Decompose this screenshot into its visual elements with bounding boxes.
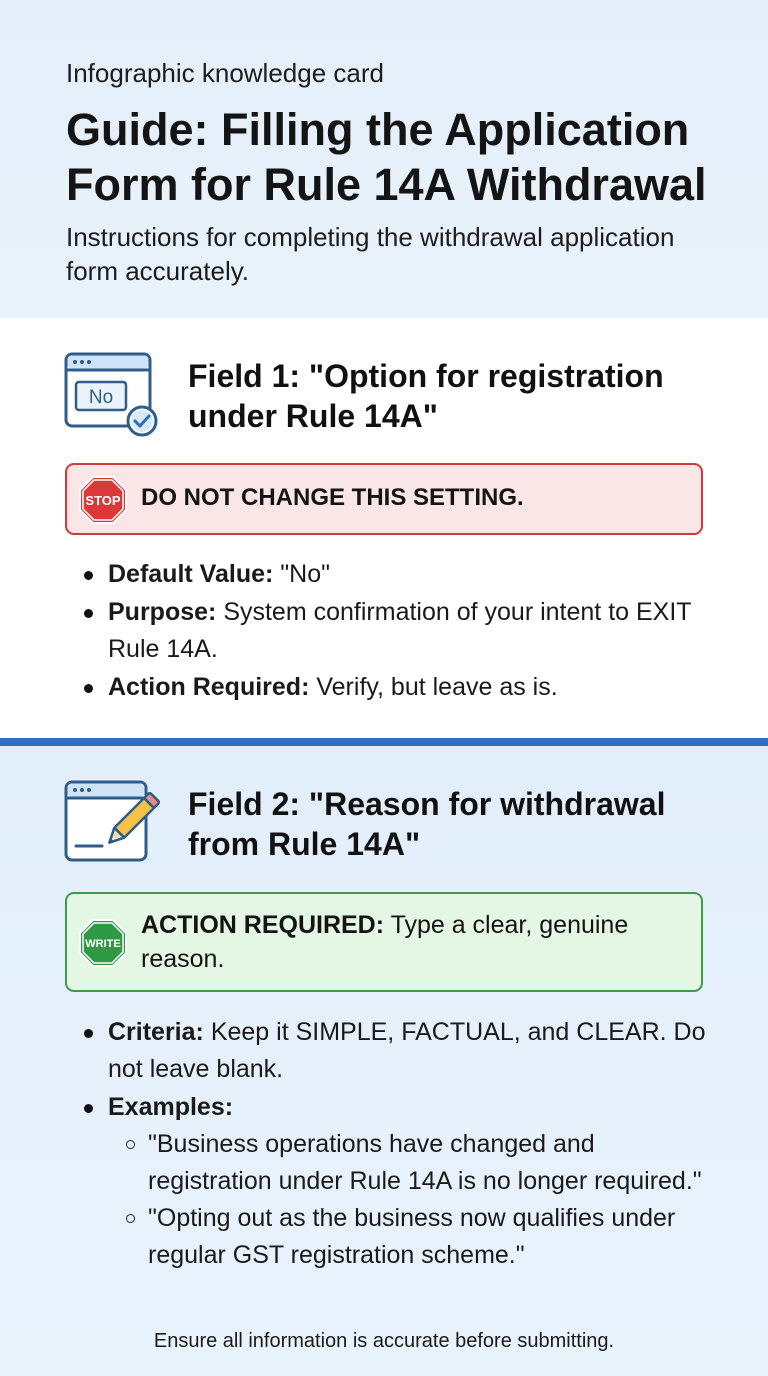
- example-item: "Business operations have changed and registration under Rule 14A is no longer required.": [108, 1126, 716, 1200]
- svg-text:WRITE: WRITE: [85, 938, 121, 950]
- footer-note: Ensure all information is accurate before submitting.: [153, 1330, 615, 1352]
- list-item: Criteria: Keep it SIMPLE, FACTUAL, and CLEAR. Do not leave blank.: [66, 1014, 716, 1088]
- stop-sign-icon: [78, 475, 128, 530]
- svg-text:No: No: [88, 387, 114, 408]
- field-2-bullets: [66, 1014, 716, 1275]
- kicker: Infographic knowledge card: [66, 58, 384, 88]
- field-2-section: [0, 746, 768, 1376]
- page-subtitle: Instructions for completing the withdrawal application form accurately.: [66, 222, 675, 286]
- list-item: Purpose: System confirmation of your intent to EXIT Rule 14A.: [66, 594, 706, 668]
- stop-callout: [65, 463, 703, 535]
- list-item: Default Value: "No": [66, 556, 706, 593]
- section-divider: [0, 738, 768, 746]
- field-1-title: Field 1: "Option for registration under Rule 14A": [188, 358, 664, 434]
- list-item: Examples: "Business operations have changed and registration under Rule 14A is no longer required." "Opting out as the business now qualifies under regular GST registration scheme.": [66, 1089, 716, 1274]
- write-callout: [65, 892, 703, 992]
- field-2-title: Field 2: "Reason for withdrawal from Rule 14A": [188, 786, 666, 862]
- field-1-bullets: [66, 556, 706, 707]
- example-item: "Opting out as the business now qualifies under regular GST registration scheme.": [108, 1200, 716, 1274]
- write-sign-icon: [78, 918, 128, 973]
- svg-text:STOP: STOP: [85, 493, 121, 508]
- field-1-section: [0, 318, 768, 738]
- text-field-pencil-icon: [64, 780, 164, 871]
- page-title: Guide: Filling the Application Form for Rule 14A Withdrawal: [66, 104, 707, 210]
- examples-list: [66, 1126, 716, 1274]
- list-item: Action Required: Verify, but leave as is.: [66, 669, 706, 706]
- header: [0, 0, 768, 318]
- no-dropdown-check-icon: [64, 352, 160, 443]
- stop-callout-text: DO NOT CHANGE THIS SETTING.: [141, 484, 524, 511]
- write-callout-text: ACTION REQUIRED: Type a clear, genuine reason.: [141, 911, 629, 973]
